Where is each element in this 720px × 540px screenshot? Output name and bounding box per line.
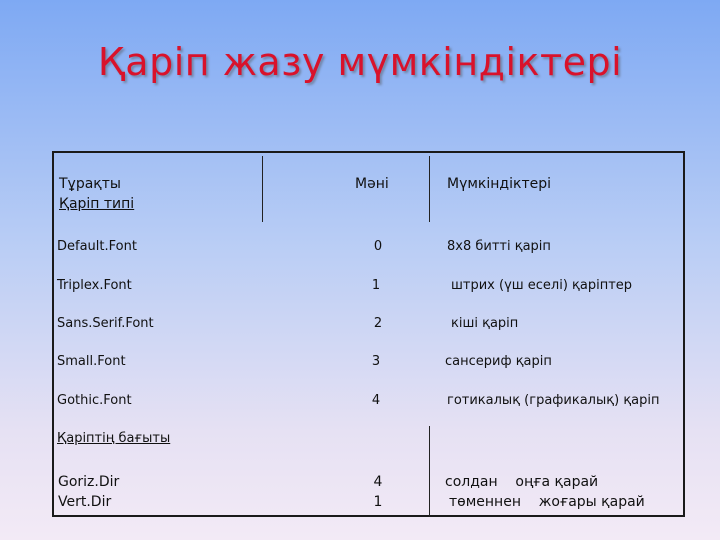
header-font-type: Қаріп типі bbox=[59, 196, 135, 212]
column-divider bbox=[429, 426, 430, 517]
table-row-desc: 8х8 битті қаріп bbox=[447, 239, 551, 254]
table-row-desc: кіші қаріп bbox=[451, 316, 519, 331]
header-capabilities: Мүмкіндіктері bbox=[447, 176, 551, 192]
table-row-name: Small.Font bbox=[57, 354, 126, 369]
header-constant: Тұрақты bbox=[59, 176, 121, 192]
direction-row-desc: солдан оңға қарай bbox=[445, 474, 599, 490]
font-table bbox=[52, 151, 685, 517]
direction-row-name: Goriz.Dir bbox=[58, 474, 120, 490]
direction-row-value: 4 bbox=[373, 474, 383, 490]
table-row-value: 0 bbox=[373, 239, 383, 254]
table-row-name: Gothic.Font bbox=[57, 393, 132, 408]
direction-row-name: Vert.Dir bbox=[58, 494, 112, 510]
table-row-value: 4 bbox=[371, 393, 381, 408]
column-divider bbox=[429, 156, 430, 222]
direction-row-desc: төменнен жоғары қарай bbox=[449, 494, 645, 510]
table-row-value: 2 bbox=[373, 316, 383, 331]
column-divider bbox=[262, 156, 263, 222]
slide-title: Қаріп жазу мүмкіндіктері bbox=[97, 40, 623, 84]
table-row-name: Default.Font bbox=[57, 239, 137, 254]
direction-row-value: 1 bbox=[373, 494, 383, 510]
table-row-desc: штрих (үш еселі) қаріптер bbox=[451, 278, 633, 293]
header-value: Мәні bbox=[355, 176, 389, 192]
table-row-value: 3 bbox=[371, 354, 381, 369]
table-row-value: 1 bbox=[371, 278, 381, 293]
direction-section-label: Қаріптің бағыты bbox=[57, 431, 171, 446]
table-row-desc: готикалық (графикалық) қаріп bbox=[447, 393, 660, 408]
table-row-name: Sans.Serif.Font bbox=[57, 316, 154, 331]
table-row-name: Triplex.Font bbox=[57, 278, 132, 293]
table-row-desc: сансериф қаріп bbox=[445, 354, 552, 369]
